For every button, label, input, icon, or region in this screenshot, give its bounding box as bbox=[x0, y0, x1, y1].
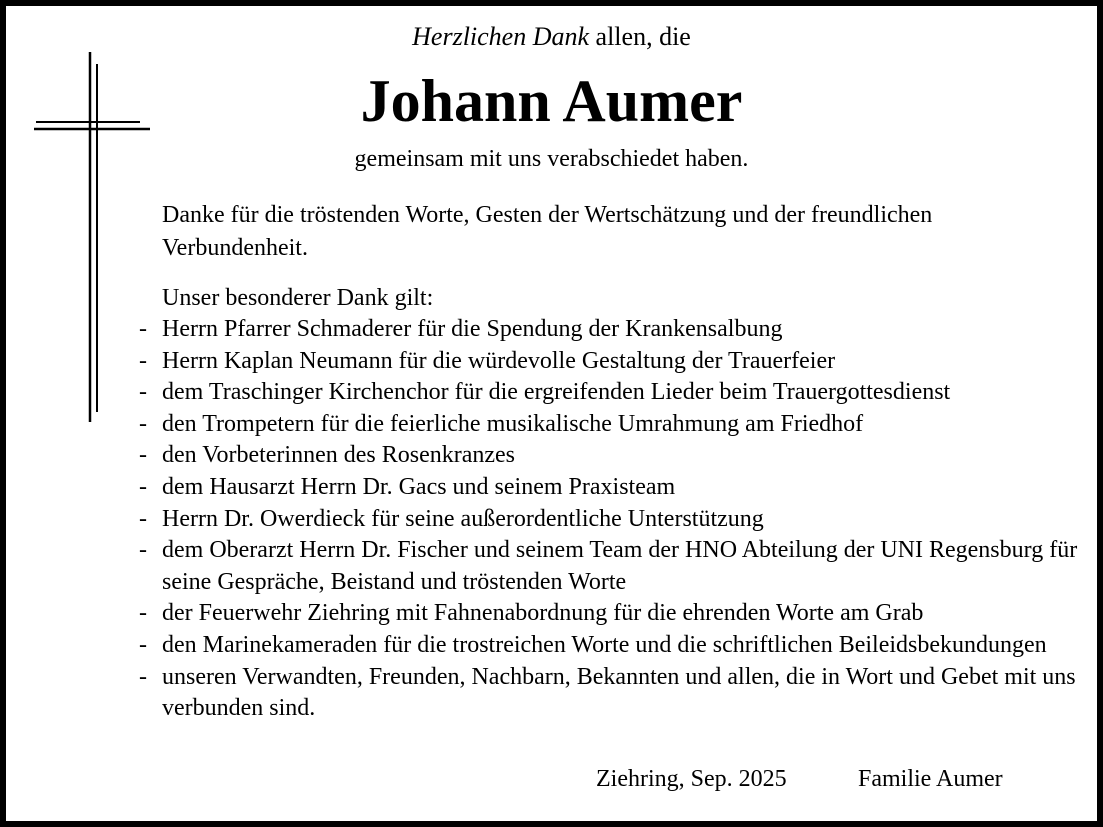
list-item-text: unseren Verwandten, Freunden, Nachbarn, Bekannten und allen, die in Wort und Gebet mit uns verbunden sind. bbox=[162, 663, 1076, 722]
intro-italic: Herzlichen Dank bbox=[412, 22, 590, 51]
dash-marker: - bbox=[139, 379, 147, 406]
dash-marker: - bbox=[139, 442, 147, 469]
deceased-name: Johann Aumer bbox=[360, 68, 743, 134]
dash-marker: - bbox=[139, 537, 147, 564]
list-item-text: der Feuerwehr Ziehring mit Fahnenabordnung für die ehrenden Worte am Grab bbox=[162, 600, 924, 627]
list-item bbox=[0, 630, 1103, 662]
family-signature: Familie Aumer bbox=[858, 766, 1003, 792]
dash-marker: - bbox=[139, 347, 147, 374]
place-date: Ziehring, Sep. 2025 bbox=[596, 766, 787, 792]
list-item-text: Herrn Dr. Owerdieck für seine außerordentliche Unterstützung bbox=[162, 505, 764, 532]
list-item-text: Herrn Kaplan Neumann für die würdevolle Gestaltung der Trauerfeier bbox=[162, 347, 836, 374]
list-item bbox=[0, 662, 1103, 725]
list-item bbox=[0, 598, 1103, 630]
list-item-text: dem Traschinger Kirchenchor für die ergreifenden Lieder beim Trauergottesdienst bbox=[162, 379, 951, 406]
intro-rest: allen, die bbox=[589, 22, 691, 51]
list-item-text: den Trompetern für die feierliche musikalische Umrahmung am Friedhof bbox=[162, 410, 864, 437]
dash-marker: - bbox=[139, 631, 147, 658]
list-item bbox=[0, 472, 1103, 504]
dash-marker: - bbox=[139, 663, 147, 690]
dash-marker: - bbox=[139, 410, 147, 437]
list-item-text: dem Hausarzt Herrn Dr. Gacs und seinem Praxisteam bbox=[162, 473, 676, 500]
dash-marker: - bbox=[139, 473, 147, 500]
list-item bbox=[0, 314, 1103, 346]
list-item bbox=[0, 377, 1103, 409]
list-item bbox=[0, 440, 1103, 472]
thanks-list bbox=[0, 314, 1103, 725]
list-item bbox=[0, 535, 1103, 598]
list-item-text: Herrn Pfarrer Schmaderer für die Spendung der Krankensalbung bbox=[162, 316, 783, 342]
list-item-text: den Vorbeterinnen des Rosenkranzes bbox=[162, 442, 516, 469]
dash-marker: - bbox=[139, 600, 147, 627]
list-item bbox=[0, 504, 1103, 536]
dash-marker: - bbox=[139, 505, 147, 532]
intro-line bbox=[0, 18, 1103, 56]
list-item-text: den Marinekameraden für die trostreichen Worte und die schriftlichen Beileidsbekundungen bbox=[162, 631, 1047, 658]
dash-marker: - bbox=[139, 316, 147, 342]
list-item-text: dem Oberarzt Herrn Dr. Fischer und seinem Team der HNO Abteilung der UNI Regensburg für seine Gespräche, Beistand und tröstenden Worte bbox=[162, 537, 1078, 595]
list-item bbox=[0, 346, 1103, 378]
special-thanks-heading: Unser besonderer Dank gilt: bbox=[162, 285, 434, 311]
list-item bbox=[0, 409, 1103, 441]
outro-line: gemeinsam mit uns verabschiedet haben. bbox=[354, 146, 749, 172]
thanks-paragraph: Danke für die tröstenden Worte, Gesten der Wertschätzung und der freundlichen Verbundenheit. bbox=[162, 202, 933, 261]
